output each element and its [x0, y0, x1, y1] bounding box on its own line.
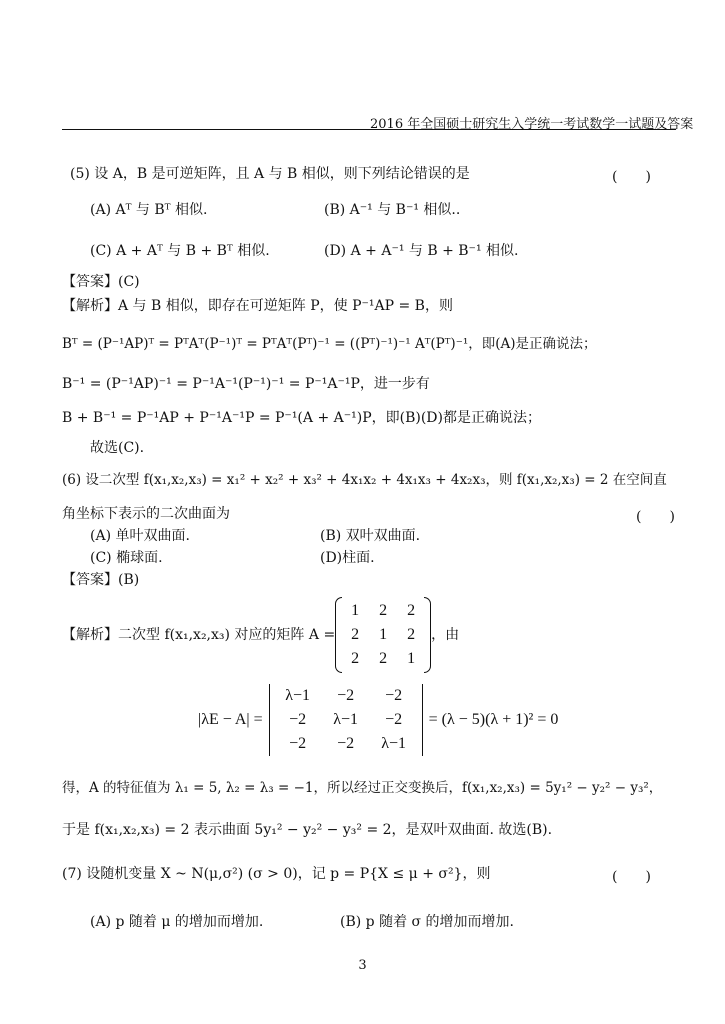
matrix-cell: 1	[379, 626, 388, 644]
q6-answer-paren: ( )	[636, 509, 675, 525]
det-left: |λE − A| =	[198, 711, 263, 729]
det-cell: −2	[289, 735, 307, 753]
determinant-table	[274, 684, 418, 756]
det-right: = (λ − 5)(λ + 1)² = 0	[428, 711, 559, 729]
matrix-cell: 2	[379, 650, 388, 668]
det-cell: −2	[385, 711, 403, 729]
q5-analysis-line1: 【解析】A 与 B 相似，即存在可逆矩阵 P，使 P⁻¹AP = B，则	[62, 298, 453, 314]
q5-analysis-line4: B + B⁻¹ = P⁻¹AP + P⁻¹A⁻¹P = P⁻¹(A + A⁻¹)P，即(B)(D)都是正确说法；	[62, 410, 541, 426]
q6-determinant-line	[198, 682, 558, 758]
q5-analysis-line2: Bᵀ = (P⁻¹AP)ᵀ = PᵀAᵀ(P⁻¹)ᵀ = PᵀAᵀ(Pᵀ)⁻¹ = ((Pᵀ)⁻¹)⁻¹ Aᵀ(Pᵀ)⁻¹，即(A)是正确说法；	[62, 336, 597, 352]
determinant	[269, 684, 423, 756]
matrix-cell: 2	[351, 650, 360, 668]
q7-answer-paren: ( )	[612, 869, 651, 885]
q7-stem: (7) 设随机变量 X ~ N(μ,σ²) (σ > 0)，记 p = P{X ≤ μ + σ²}，则	[62, 866, 491, 882]
q6-final: 于是 f(x₁,x₂,x₃) = 2 表示曲面 5y₁² − y₂² − y₃² = 2，是双叶双曲面. 故选(B).	[62, 822, 553, 838]
q5-answer-paren: ( )	[612, 169, 651, 185]
running-header: 2016 年全国硕士研究生入学统一考试数学一试题及答案	[370, 117, 694, 132]
q6-analysis-matrix-line	[62, 598, 459, 672]
matrix-cell: 1	[351, 602, 360, 620]
q6-stem-line2: 角坐标下表示的二次曲面为	[62, 506, 230, 522]
q7-option-b: (B) p 随着 σ 的增加而增加.	[340, 914, 514, 930]
q6-option-c: (C) 椭球面.	[90, 550, 163, 566]
q5-stem: (5) 设 A，B 是可逆矩阵，且 A 与 B 相似，则下列结论错误的是	[70, 166, 470, 182]
det-cell: −2	[289, 711, 307, 729]
matrix-cell: 2	[379, 602, 388, 620]
det-cell: λ−1	[333, 711, 359, 729]
matrix-cell: 2	[351, 626, 360, 644]
q5-option-a: (A) Aᵀ 与 Bᵀ 相似.	[90, 202, 208, 218]
matrix-cell: 2	[407, 602, 416, 620]
q6-analysis-prefix: 【解析】二次型 f(x₁,x₂,x₃) 对应的矩阵 A =	[62, 626, 336, 643]
q5-analysis-line3: B⁻¹ = (P⁻¹AP)⁻¹ = P⁻¹A⁻¹(P⁻¹)⁻¹ = P⁻¹A⁻¹P，进一步有	[62, 376, 430, 392]
header-rule	[62, 129, 676, 130]
q5-conclusion: 故选(C).	[90, 440, 145, 456]
q5-option-c: (C) A + Aᵀ 与 B + Bᵀ 相似.	[90, 243, 270, 259]
det-cell: λ−1	[285, 687, 311, 705]
matrix-right-bracket	[424, 597, 431, 673]
q6-option-a: (A) 单叶双曲面.	[90, 528, 190, 544]
q6-stem-line1: (6) 设二次型 f(x₁,x₂,x₃) = x₁² + x₂² + x₃² + 4x₁x₂ + 4x₁x₃ + 4x₂x₃，则 f(x₁,x₂,x₃) = 2 在空间直	[62, 472, 667, 488]
det-cell: λ−1	[381, 735, 407, 753]
q7-option-a: (A) p 随着 μ 的增加而增加.	[90, 914, 264, 930]
matrix-cell: 1	[407, 650, 416, 668]
q5-answer: 【答案】(C)	[62, 274, 140, 290]
matrix-left-bracket	[335, 597, 342, 673]
q6-eigenvalues: 得，A 的特征值为 λ₁ = 5, λ₂ = λ₃ = −1，所以经过正交变换后，f(x₁,x₂,x₃) = 5y₁² − y₂² − y₃²，	[62, 780, 663, 796]
det-cell: −2	[337, 687, 355, 705]
q5-option-b: (B) A⁻¹ 与 B⁻¹ 相似..	[324, 202, 461, 218]
matrix-cell: 2	[407, 626, 416, 644]
q6-option-b: (B) 双叶双曲面.	[320, 528, 421, 544]
q6-analysis-suffix: ，由	[431, 626, 460, 643]
matrix-a-table	[341, 599, 425, 671]
matrix-a	[335, 599, 431, 671]
q6-option-d: (D)柱面.	[320, 550, 375, 566]
det-cell: −2	[385, 687, 403, 705]
q5-option-d: (D) A + A⁻¹ 与 B + B⁻¹ 相似.	[324, 243, 519, 259]
det-cell: −2	[337, 735, 355, 753]
page-number: 3	[358, 958, 367, 973]
q6-answer: 【答案】(B)	[62, 572, 140, 588]
